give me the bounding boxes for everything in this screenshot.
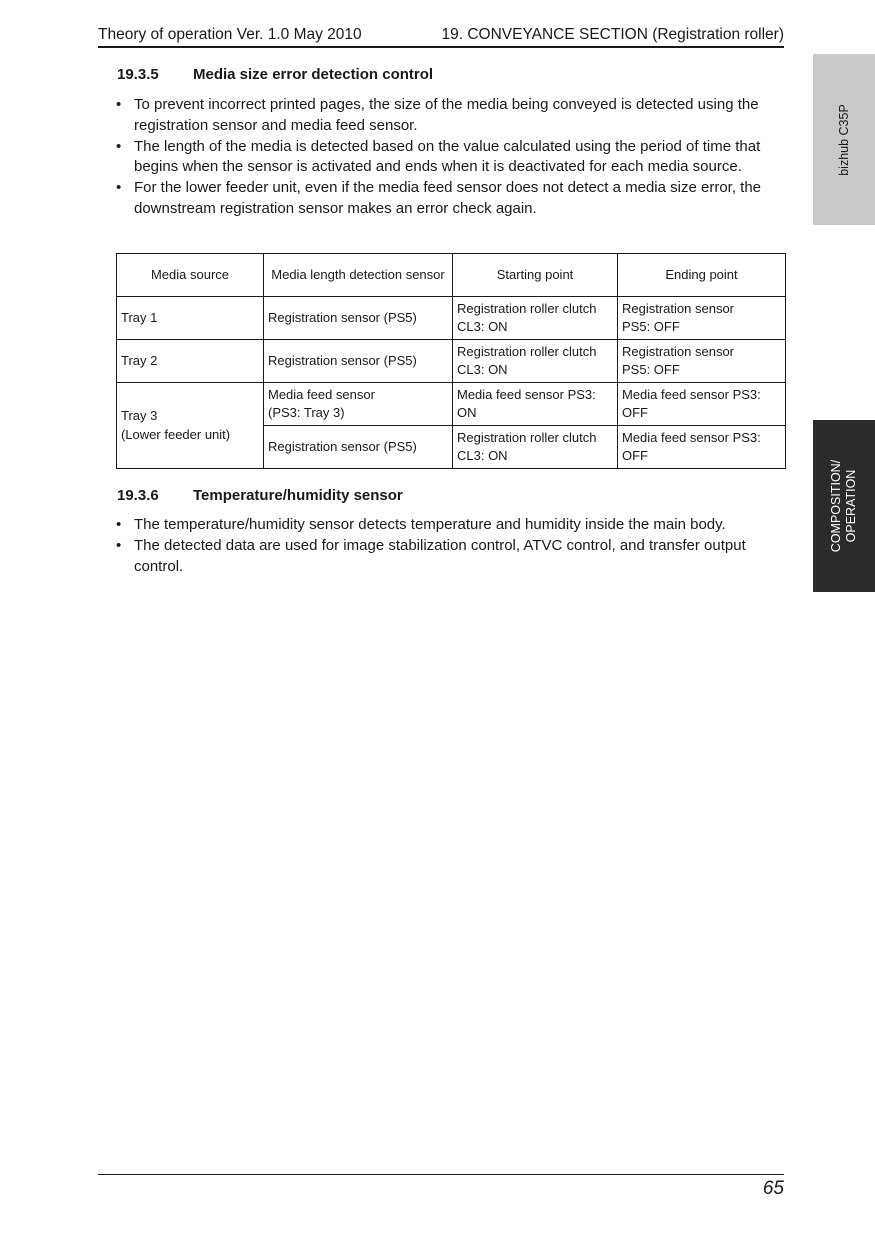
section-title: Media size error detection control — [193, 66, 434, 83]
side-tab-section-line2: OPERATION — [844, 469, 858, 543]
header-section-title: 19. CONVEYANCE SECTION (Registration roller) — [441, 26, 784, 43]
bullet-text: For the lower feeder unit, even if the media feed sensor does not detect a media size error, the downstream registration sensor makes an error check again. — [134, 179, 762, 217]
column-header-ending-point: Ending point — [618, 254, 786, 297]
column-header-media-source: Media source — [117, 254, 264, 297]
side-tab-model-label: bizhub C35P — [837, 103, 851, 176]
cell-line: Media feed sensor PS3: — [457, 386, 596, 402]
cell-line: (PS3: Tray 3) — [268, 405, 345, 420]
section-number: 19.3.5 — [117, 66, 159, 83]
cell-line: OFF — [622, 448, 648, 463]
footer-divider — [98, 1174, 784, 1175]
table-row-tray2 — [117, 340, 786, 383]
bullet-item: • The temperature/humidity sensor detects temperature and humidity inside the main body. — [116, 516, 726, 533]
bullet-item: • The length of the media is detected based on the value calculated using the period of time that begins when the sensor is activated and ends when it is deactivated for each media source. — [116, 137, 761, 176]
section-heading-temperature-humidity — [117, 487, 403, 504]
section-heading-media-size-error — [117, 66, 433, 83]
table-row-tray1 — [117, 297, 786, 340]
bullet-text: The detected data are used for image stabilization control, ATVC control, and transfer output control. — [134, 536, 746, 575]
cell-line: PS5: OFF — [622, 362, 680, 377]
cell-end — [618, 426, 786, 469]
cell-end — [618, 340, 786, 383]
side-tab-model — [813, 54, 875, 225]
bullet-item: • The detected data are used for image stabilization control, ATVC control, and transfer output control. — [116, 536, 746, 575]
side-tab-section-label — [829, 460, 859, 552]
cell-sensor: Registration sensor (PS5) — [264, 297, 453, 340]
cell-line: ON — [457, 405, 477, 420]
cell-line: Media feed sensor PS3: — [622, 429, 761, 445]
cell-line: CL3: ON — [457, 362, 508, 377]
bullet-text: The length of the media is detected based on the value calculated using the period of time that begins when the sensor is activated and ends when it is deactivated for each media source. — [134, 137, 761, 176]
bullet-text: The temperature/humidity sensor detects temperature and humidity inside the main body. — [134, 516, 726, 533]
cell-sensor: Registration sensor (PS5) — [264, 340, 453, 383]
cell-line: Registration sensor — [622, 343, 734, 359]
cell-line: OFF — [622, 405, 648, 420]
cell-source — [117, 383, 264, 469]
cell-line: Media feed sensor PS3: — [622, 386, 761, 402]
section-title: Temperature/humidity sensor — [193, 487, 403, 504]
cell-line: (Lower feeder unit) — [121, 426, 231, 442]
cell-source: Tray 2 — [117, 340, 264, 383]
section-number: 19.3.6 — [117, 487, 159, 504]
side-tab-section — [813, 420, 875, 592]
cell-line: Registration roller clutch — [457, 343, 597, 359]
side-tab-section-line1: COMPOSITION/ — [829, 459, 843, 553]
cell-end — [618, 297, 786, 340]
cell-line: CL3: ON — [457, 448, 508, 463]
cell-sensor — [264, 383, 453, 426]
cell-start — [453, 426, 618, 469]
column-header-starting-point: Starting point — [453, 254, 618, 297]
bullet-text: To prevent incorrect printed pages, the size of the media being conveyed is detected using the registration sensor and media feed sensor. — [134, 96, 759, 134]
cell-line: Tray 3 — [121, 408, 158, 423]
cell-line: Media feed sensor — [268, 386, 375, 402]
page-number: 65 — [762, 1178, 784, 1199]
bullet-list-temperature-humidity — [116, 515, 784, 577]
cell-sensor: Registration sensor (PS5) — [264, 426, 453, 469]
cell-line: Registration sensor — [622, 300, 734, 316]
column-header-detection-sensor: Media length detection sensor — [264, 254, 453, 297]
cell-start — [453, 340, 618, 383]
header-document-title: Theory of operation Ver. 1.0 May 2010 — [98, 26, 362, 43]
cell-line: Registration roller clutch — [457, 300, 597, 316]
cell-line: CL3: ON — [457, 319, 508, 334]
cell-start — [453, 383, 618, 426]
cell-start — [453, 297, 618, 340]
media-length-detection-table — [116, 253, 786, 469]
cell-source: Tray 1 — [117, 297, 264, 340]
bullet-item: • For the lower feeder unit, even if the media feed sensor does not detect a media size error, the downstream registration sensor makes an error check again. — [116, 179, 762, 217]
table-header-row — [117, 254, 786, 297]
cell-line: Registration roller clutch — [457, 429, 597, 445]
bullet-item: • To prevent incorrect printed pages, the size of the media being conveyed is detected using the registration sensor and media feed sensor. — [116, 96, 759, 134]
cell-end — [618, 383, 786, 426]
bullet-list-media-size-error — [116, 95, 784, 220]
table-row-tray3-feed-sensor — [117, 383, 786, 426]
cell-line: PS5: OFF — [622, 319, 680, 334]
page-header — [98, 24, 784, 48]
